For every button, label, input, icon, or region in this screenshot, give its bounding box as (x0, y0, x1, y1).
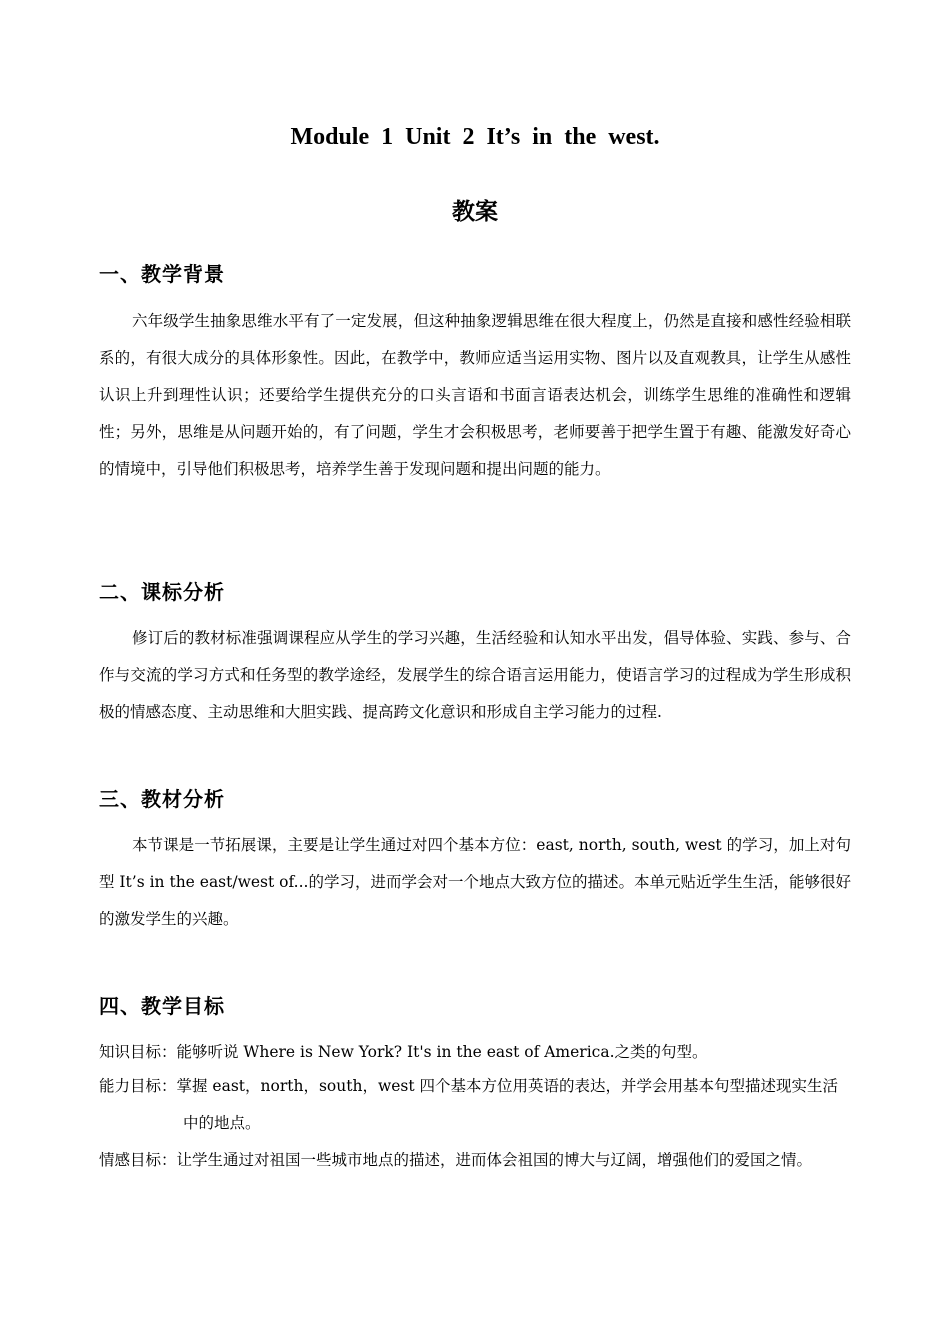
goal-knowledge: 知识目标：能够听说 Where is New York? It's in the east of America.之类的句型。 (99, 1043, 708, 1061)
section-heading-material: 三、教材分析 (99, 787, 225, 811)
section-paragraph-material: 本节课是一节拓展课，主要是让学生通过对四个基本方位：east, north, south, west 的学习，加上对句型 It’s in the east/west of...的学习，进而学会对一个地点大致方位的描述。本单元贴近学生生活，能够很好的激发学生的兴趣。 (99, 836, 851, 928)
section-heading-background: 一、教学背景 (99, 262, 225, 286)
section-heading-curriculum: 二、课标分析 (99, 580, 225, 604)
goal-ability: 能力目标：掌握 east，north，south，west 四个基本方位用英语的表达，并学会用基本句型描述现实生活中的地点。 (99, 1077, 838, 1132)
document-subtitle: 教案 (452, 199, 498, 225)
section-paragraph-background: 六年级学生抽象思维水平有了一定发展，但这种抽象逻辑思维在很大程度上，仍然是直接和感性经验相联系的，有很大成分的具体形象性。因此，在教学中，教师应适当运用实物、图片以及直观教具，让学生从感性认识上升到理性认识；还要给学生提供充分的口头言语和书面言语表达机会，训练学生思维的准确性和逻辑性；另外，思维是从问题开始的，有了问题，学生才会积极思考，老师要善于把学生置于有趣、能激发好奇心的情境中，引导他们积极思考，培养学生善于发现问题和提出问题的能力。 (99, 312, 851, 478)
section-paragraph-curriculum: 修订后的教材标准强调课程应从学生的学习兴趣，生活经验和认知水平出发，倡导体验、实践、参与、合作与交流的学习方式和任务型的教学途经，发展学生的综合语言运用能力，使语言学习的过程成为学生形成积极的情感态度、主动思维和大胆实践、提高跨文化意识和形成自主学习能力的过程. (99, 629, 851, 721)
goal-emotion: 情感目标：让学生通过对祖国一些城市地点的描述，进而体会祖国的博大与辽阔，增强他们的爱国之情。 (99, 1151, 813, 1169)
document-title: Module 1 Unit 2 It’s in the west. (290, 124, 660, 150)
section-heading-objectives: 四、教学目标 (99, 994, 225, 1018)
